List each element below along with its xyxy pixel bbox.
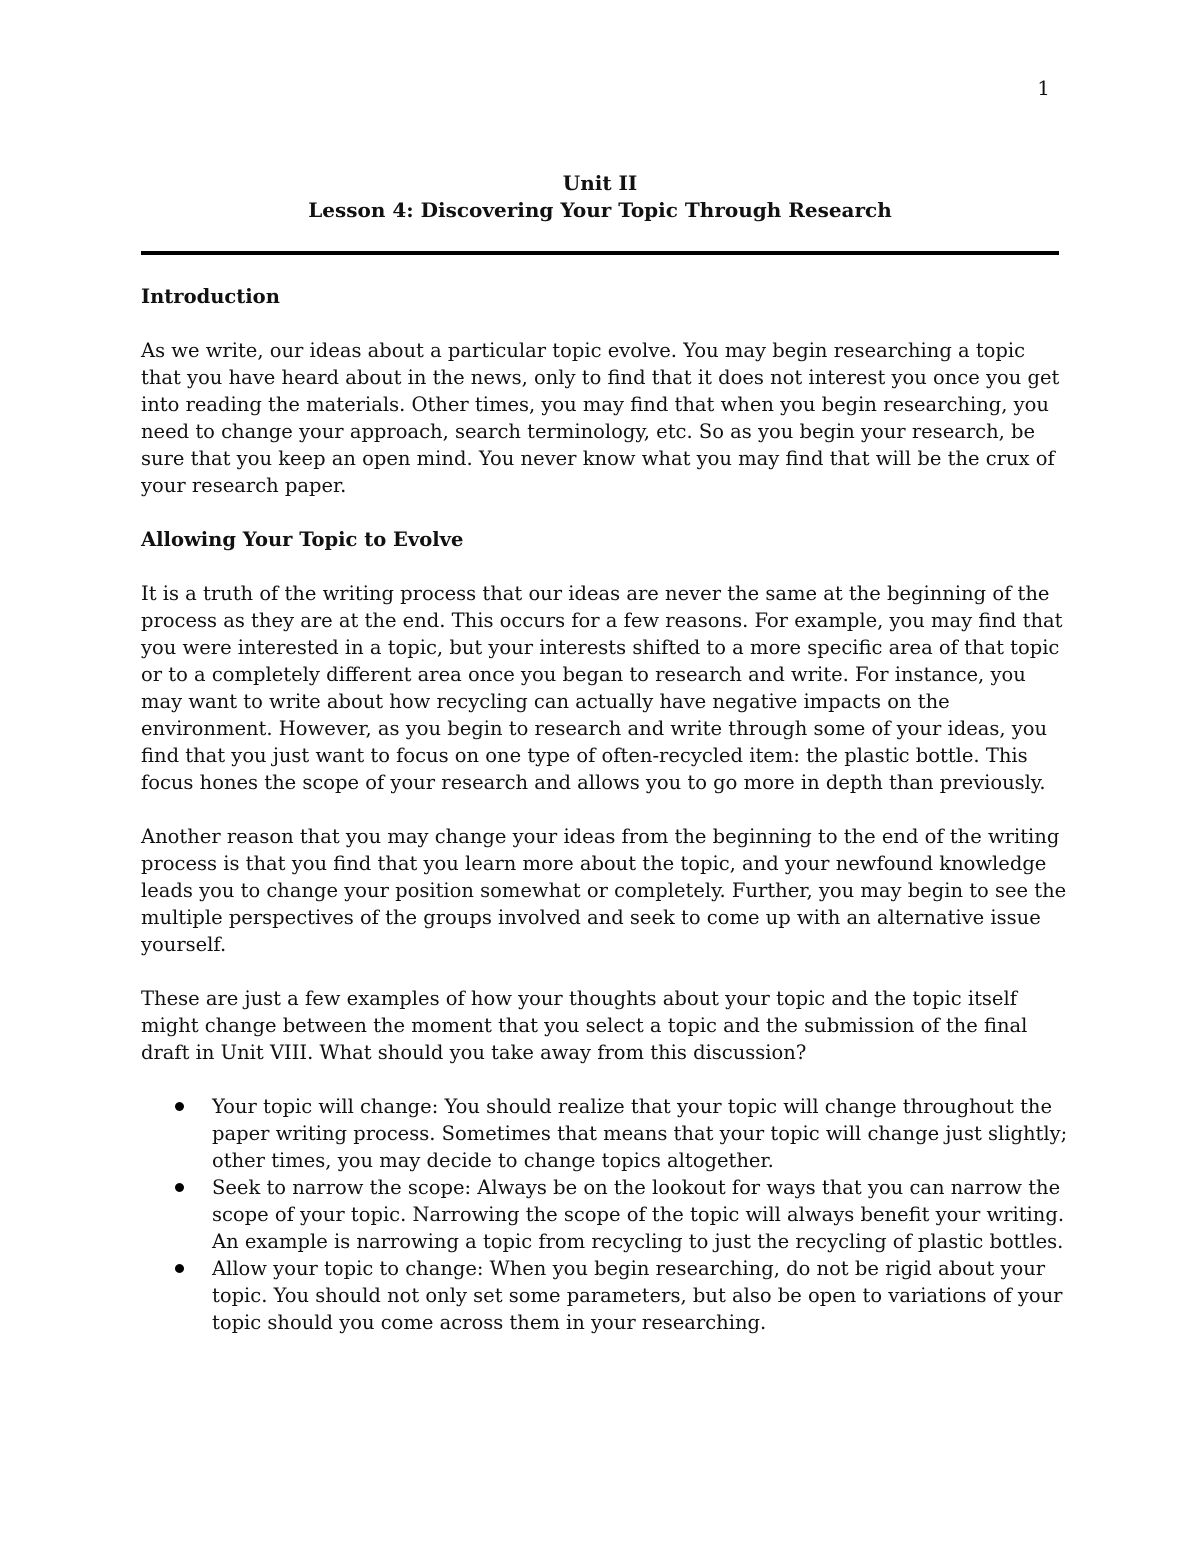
list-item	[141, 1093, 1071, 1174]
lesson-title: Lesson 4: Discovering Your Topic Through Research	[308, 198, 892, 222]
paragraph-evolve-1: It is a truth of the writing process that our ideas are never the same at the beginning of the process as they are at the end. This occurs for a few reasons. For example, you may find that you were interested in a topic, but your interests shifted to a more specific area of that topic or to a completely different area once you began to research and write. For instance, you may want to write about how recycling can actually have negative impacts on the environment. However, as you begin to research and write through some of your ideas, you find that you just want to focus on one type of often-recycled item: the plastic bottle. This focus hones the scope of your research and allows you to go more in depth than previously.	[141, 582, 1063, 794]
bullet-icon	[175, 1102, 184, 1111]
list-item-text: Seek to narrow the scope: Always be on the lookout for ways that you can narrow the scope of your topic. Narrowing the scope of the topic will always benefit your writing. An example is narrowing a topic from recycling to just the recycling of plastic bottles.	[212, 1176, 1065, 1253]
document-body	[141, 283, 1071, 1336]
list-item-text: Your topic will change: You should realize that your topic will change throughout the paper writing process. Sometimes that means that your topic will change just slightly; other times, you may decide to change topics altogether.	[212, 1095, 1068, 1172]
list-item-text: Allow your topic to change: When you begin researching, do not be rigid about your topic. You should not only set some parameters, but also be open to variations of your topic should you come across them in your researching.	[212, 1257, 1063, 1334]
page-number: 1	[1037, 76, 1050, 100]
paragraph-evolve-2: Another reason that you may change your ideas from the beginning to the end of the writing process is that you find that you learn more about the topic, and your newfound knowledge leads you to change your position somewhat or completely. Further, you may begin to see the multiple perspectives of the groups involved and seek to come up with an alternative issue yourself.	[141, 825, 1067, 956]
list-item	[141, 1174, 1071, 1255]
unit-title: Unit II	[562, 171, 638, 195]
horizontal-rule	[141, 251, 1059, 255]
bullet-icon	[175, 1264, 184, 1273]
list-item	[141, 1255, 1071, 1336]
section-heading-evolve: Allowing Your Topic to Evolve	[141, 528, 464, 551]
takeaway-list	[141, 1093, 1071, 1336]
section-heading-introduction: Introduction	[141, 285, 280, 308]
title-block	[140, 170, 1060, 224]
bullet-icon	[175, 1183, 184, 1192]
paragraph-introduction: As we write, our ideas about a particular topic evolve. You may begin researching a topic that you have heard about in the news, only to find that it does not interest you once you get into reading the materials. Other times, you may find that when you begin researching, you need to change your approach, search terminology, etc. So as you begin your research, be sure that you keep an open mind. You never know what you may find that will be the crux of your research paper.	[141, 339, 1060, 497]
paragraph-evolve-3: These are just a few examples of how your thoughts about your topic and the topic itself might change between the moment that you select a topic and the submission of the final draft in Unit VIII. What should you take away from this discussion?	[141, 987, 1028, 1064]
